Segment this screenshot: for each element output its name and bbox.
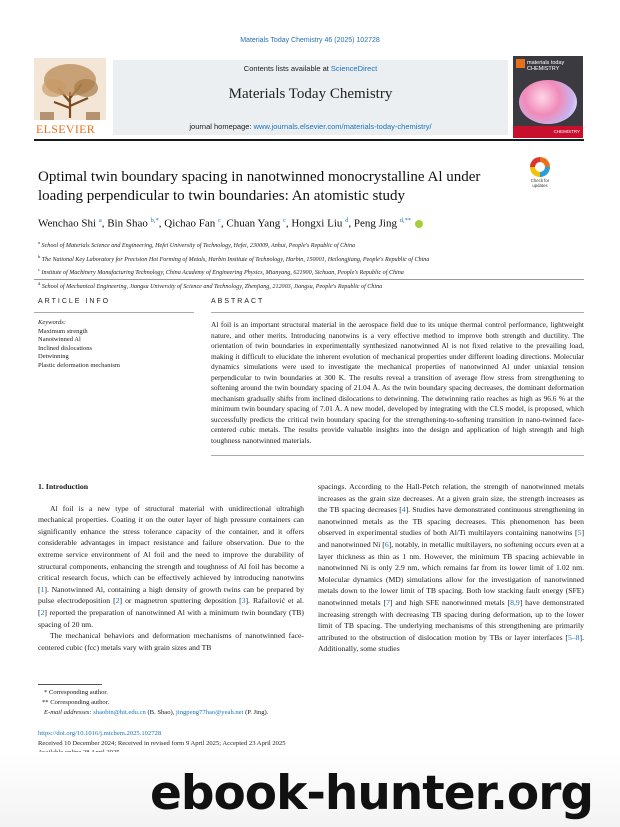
author-separator: , [348,217,354,230]
email-label: E-mail addresses: [44,709,94,716]
check-updates-icon-center [535,162,545,172]
keyword: Plastic deformation mechanism [38,361,120,369]
body-left-column [38,481,304,653]
author-affil-link[interactable]: c [282,217,286,224]
email-link[interactable]: shaobin@hit.edu.cn [93,709,146,716]
footnote-rule [38,684,102,685]
history-dates: Received 10 December 2024; Received in revised form 9 April 2025; Accepted 23 April 2025 [38,739,286,747]
citation-link[interactable]: 7 [386,597,390,607]
paragraph: The mechanical behaviors and deformation mechanisms of nanotwinned face-centered cubic (fcc) metals vary with grain sizes and TB [38,631,304,652]
abstract-text: Al foil is an important structural material in the aerospace field due to its unique thermal control performance, lightweight nature, and other merits. Introducing nanotwins is a very effective method to improve both strength and ductility. The orientation of twin boundaries in experimentally synthesized nanotwinned Al is not fixed relative to the prevailing load, making it difficult to elucidate the inherent evolution of mechanical properties under different loading directions. Molecular dynamics simulations were used to investigate the mechanical properties of nanotwinned Al under uniaxial tension perpendicular to twin boundaries at 300 K. The results reveal a transition of average flow stress from strengthening to softening around the twin boundary spacing of 21.04 Å. As the twin boundary spacing decreases, the dominant deformation mechanism gradually shifts from inclined dislocations to detwinning. The detwinning ratio reaches as high as 96.6 % at the minimum twin boundary spacing of 7.01 Å. A new model, developed by integrating with the CLS model, is proposed, which successfully predicts the critical twin boundary spacing for the strengthening-to-softening transition in nano-twinned face-centered cubic metals. The results provide valuable insights into the design and application of high strength and high toughness nanotwinned materials. [211,320,584,445]
cover-band: CHEMISTRY [513,126,583,138]
contents-line [113,64,508,73]
author-affil-link[interactable]: d [345,217,349,224]
paragraph-text: ] reported the preparation of nanotwinned Al with a minimum twin boundary (TB) spacing of 20 nm. [38,607,304,629]
cover-artwork [519,80,577,124]
keywords-block [38,319,120,370]
author-separator: , [158,217,165,230]
homepage-prefix: journal homepage: [189,122,254,131]
abstract-heading: ABSTRACT [211,298,265,305]
keywords-label: Keywords: [38,319,66,326]
citation-link[interactable]: 5–8 [567,632,580,642]
author-name[interactable]: Wenchao Shi [38,217,97,230]
paragraph-text: ] and nanotwinned Ni [ [318,528,584,549]
orcid-icon[interactable] [415,220,423,228]
author-separator: , [285,217,292,230]
journal-title: Materials Today Chemistry [228,86,393,102]
paragraph [38,503,304,631]
affiliation-text: School of Mechanical Engineering, Jiangsu University of Science and Technology, Zhenjiang, 212003, Jiangsu, People's Republic of China [41,283,383,290]
paragraph-text: Al foil is a new type of structural material with unidirectional ultrahigh mechanical properties. Coating it on the outer layer of high pressure containers can significantly enhance the stress tolerance capacity of the container, and it offers considerable advantages in impact resistance and failure observation. Due to the extreme service environment of Al foil and the need to improve the durability of structural components, enhancing the strength and toughness of Al foil has become a critical research focus, which can be effectively achieved by introducing nanotwins [ [38,503,304,594]
keyword: Detwinning [38,353,69,360]
publisher-name: ELSEVIER [36,122,96,136]
citation-link[interactable]: 5 [577,528,582,538]
footnotes [38,688,268,718]
paragraph-text: ] and high SFE nanotwinned metals [ [389,597,511,607]
author-name[interactable]: Peng Jing [353,217,397,230]
contents-prefix: Contents lists available at [243,64,331,73]
watermark-text: ebook-hunter.org [150,766,594,821]
cover-elsevier-mark [516,59,525,68]
homepage-link[interactable]: www.journals.elsevier.com/materials-today-chemistry/ [253,122,432,131]
citation-link[interactable]: 3 [241,596,246,606]
citation-link[interactable]: 2 [115,596,120,606]
footnote: * Corresponding author. [44,689,108,696]
title-rule [34,279,584,280]
paragraph-text: spacings. According to the Hall-Petch relation, the strength of nanotwinned metals increases as the grain size decreases. At a given grain size, the strength increases as the TB spacing decreases [ [318,482,584,515]
author-separator: , [220,217,227,230]
homepage-line [113,122,508,131]
cover-title: materials today CHEMISTRY [527,60,565,73]
citation-link[interactable]: 2 [40,607,45,617]
author-list [38,217,423,230]
keyword: Nanotwinned Al [38,336,81,343]
email-footnote [38,708,268,718]
paragraph-text: ] have demonstrated increasing strength with decreasing TB spacing during deformation, up to the lower limit of TB spacing. The underlying mechanisms of this strengthening are primarily attributed to the obstruction of dislocation motion by TBs or layer interfaces [ [318,597,584,642]
affiliation-text: The National Key Laboratory for Precision Hot Forming of Metals, Harbin Institute of Technology, Harbin, 150001, Heilongjiang, People's Republic of China [41,256,430,263]
journal-citation-line[interactable]: Materials Today Chemistry 46 (2025) 102728 [240,37,380,44]
affiliation-marker: a [38,240,40,245]
section-heading: 1. Introduction [38,482,89,491]
check-updates-label: Check for updates [530,178,550,188]
doi-link[interactable]: https://doi.org/10.1016/j.mtchem.2025.102728 [38,730,162,737]
affiliation [38,252,598,266]
paragraph-text: ], notably, in metallic multilayers, no softening occurs even at a layer thickness as thin as 1 nm. However, the minimum TB spacing achievable in nanotwinned Ni is only 2.9 nm, which remains far from its lower limit of 1.02 nm. Molecular dynamics (MD) simulations allow for the investigation of nanotwinned metals down to the lower limit of TB spacing. Both low stacking fault energy (SFE) nanotwinned metals [ [318,539,584,607]
keyword: Inclined dislocations [38,344,92,352]
sciencedirect-link[interactable]: ScienceDirect [330,64,378,73]
author-affil-link[interactable]: d,** [399,217,412,224]
paragraph [318,481,584,655]
citation-link[interactable]: 6 [384,539,389,549]
affiliation [38,238,598,252]
paragraph-text: ]. Additionally, some studies [318,632,584,654]
journal-cover-image[interactable] [513,56,583,138]
author-separator: , [101,217,108,230]
author-name[interactable]: Chuan Yang [226,217,281,230]
affiliation-marker: c [38,267,40,273]
citation-link[interactable]: 1 [40,584,45,594]
paragraph-text: ]. Studies have demonstrated continuous strengthening in nanotwinned metals as the TB spacing decreases. This phenomenon has been observed in experimental studies of both Al/Ti multilayers containing nanotwins [ [318,505,584,538]
article-info-rule [34,312,194,313]
affiliation [38,279,598,293]
affiliations [38,238,598,292]
author-affil-link[interactable]: b,* [150,217,159,224]
affiliation-text: Institute of Machinery Manufacturing Technology, China Academy of Engineering Physics, Mianyang, 621900, Sichuan, People's Republic of China [41,270,404,277]
author-affil-link[interactable]: c [218,217,221,224]
check-for-updates-button[interactable] [523,157,557,189]
header-rule [34,139,584,141]
affiliation-marker: b [38,253,41,259]
body-right-column [318,481,584,655]
author-name[interactable]: Hongxi Liu [291,217,343,230]
article-title: Optimal twin boundary spacing in nanotwinned monocrystalline Al under loading perpendicular to twin boundaries: An atomistic study [38,169,481,204]
email-owner: (B. Shao), [145,709,177,716]
affiliation-text: School of Materials Science and Engineering, Hefei University of Technology, Hefei, 230009, Anhui, People's Republic of China [41,243,356,250]
paragraph-text: ] or magnetron sputtering deposition [ [119,596,242,606]
author-affil-link[interactable]: a [98,217,102,224]
author-name[interactable]: Qichao Fan [164,217,216,230]
abstract-rule [211,312,584,313]
abstract-bottom-rule [211,455,584,456]
citation-link[interactable]: 8,9 [510,597,520,607]
footnote: ** Corresponding author. [42,699,110,706]
paragraph-text: ]. Nanotwinned Al, containing a high density of growth twins can be prepared by pulse electrodeposition [ [38,584,304,606]
affiliation-marker: d [38,280,41,286]
citation-link[interactable]: 4 [401,505,406,515]
keyword: Maximum strength [38,327,88,335]
article-info-heading: ARTICLE INFO [38,298,111,305]
author-name[interactable]: Bin Shao [107,217,148,230]
email-link[interactable]: jingpeng77hao@yeah.net [176,709,244,716]
affiliation [38,265,598,279]
email-owner: (P. Jing). [243,709,269,716]
paragraph-text: ]. Rafailović et al. [ [38,596,304,617]
